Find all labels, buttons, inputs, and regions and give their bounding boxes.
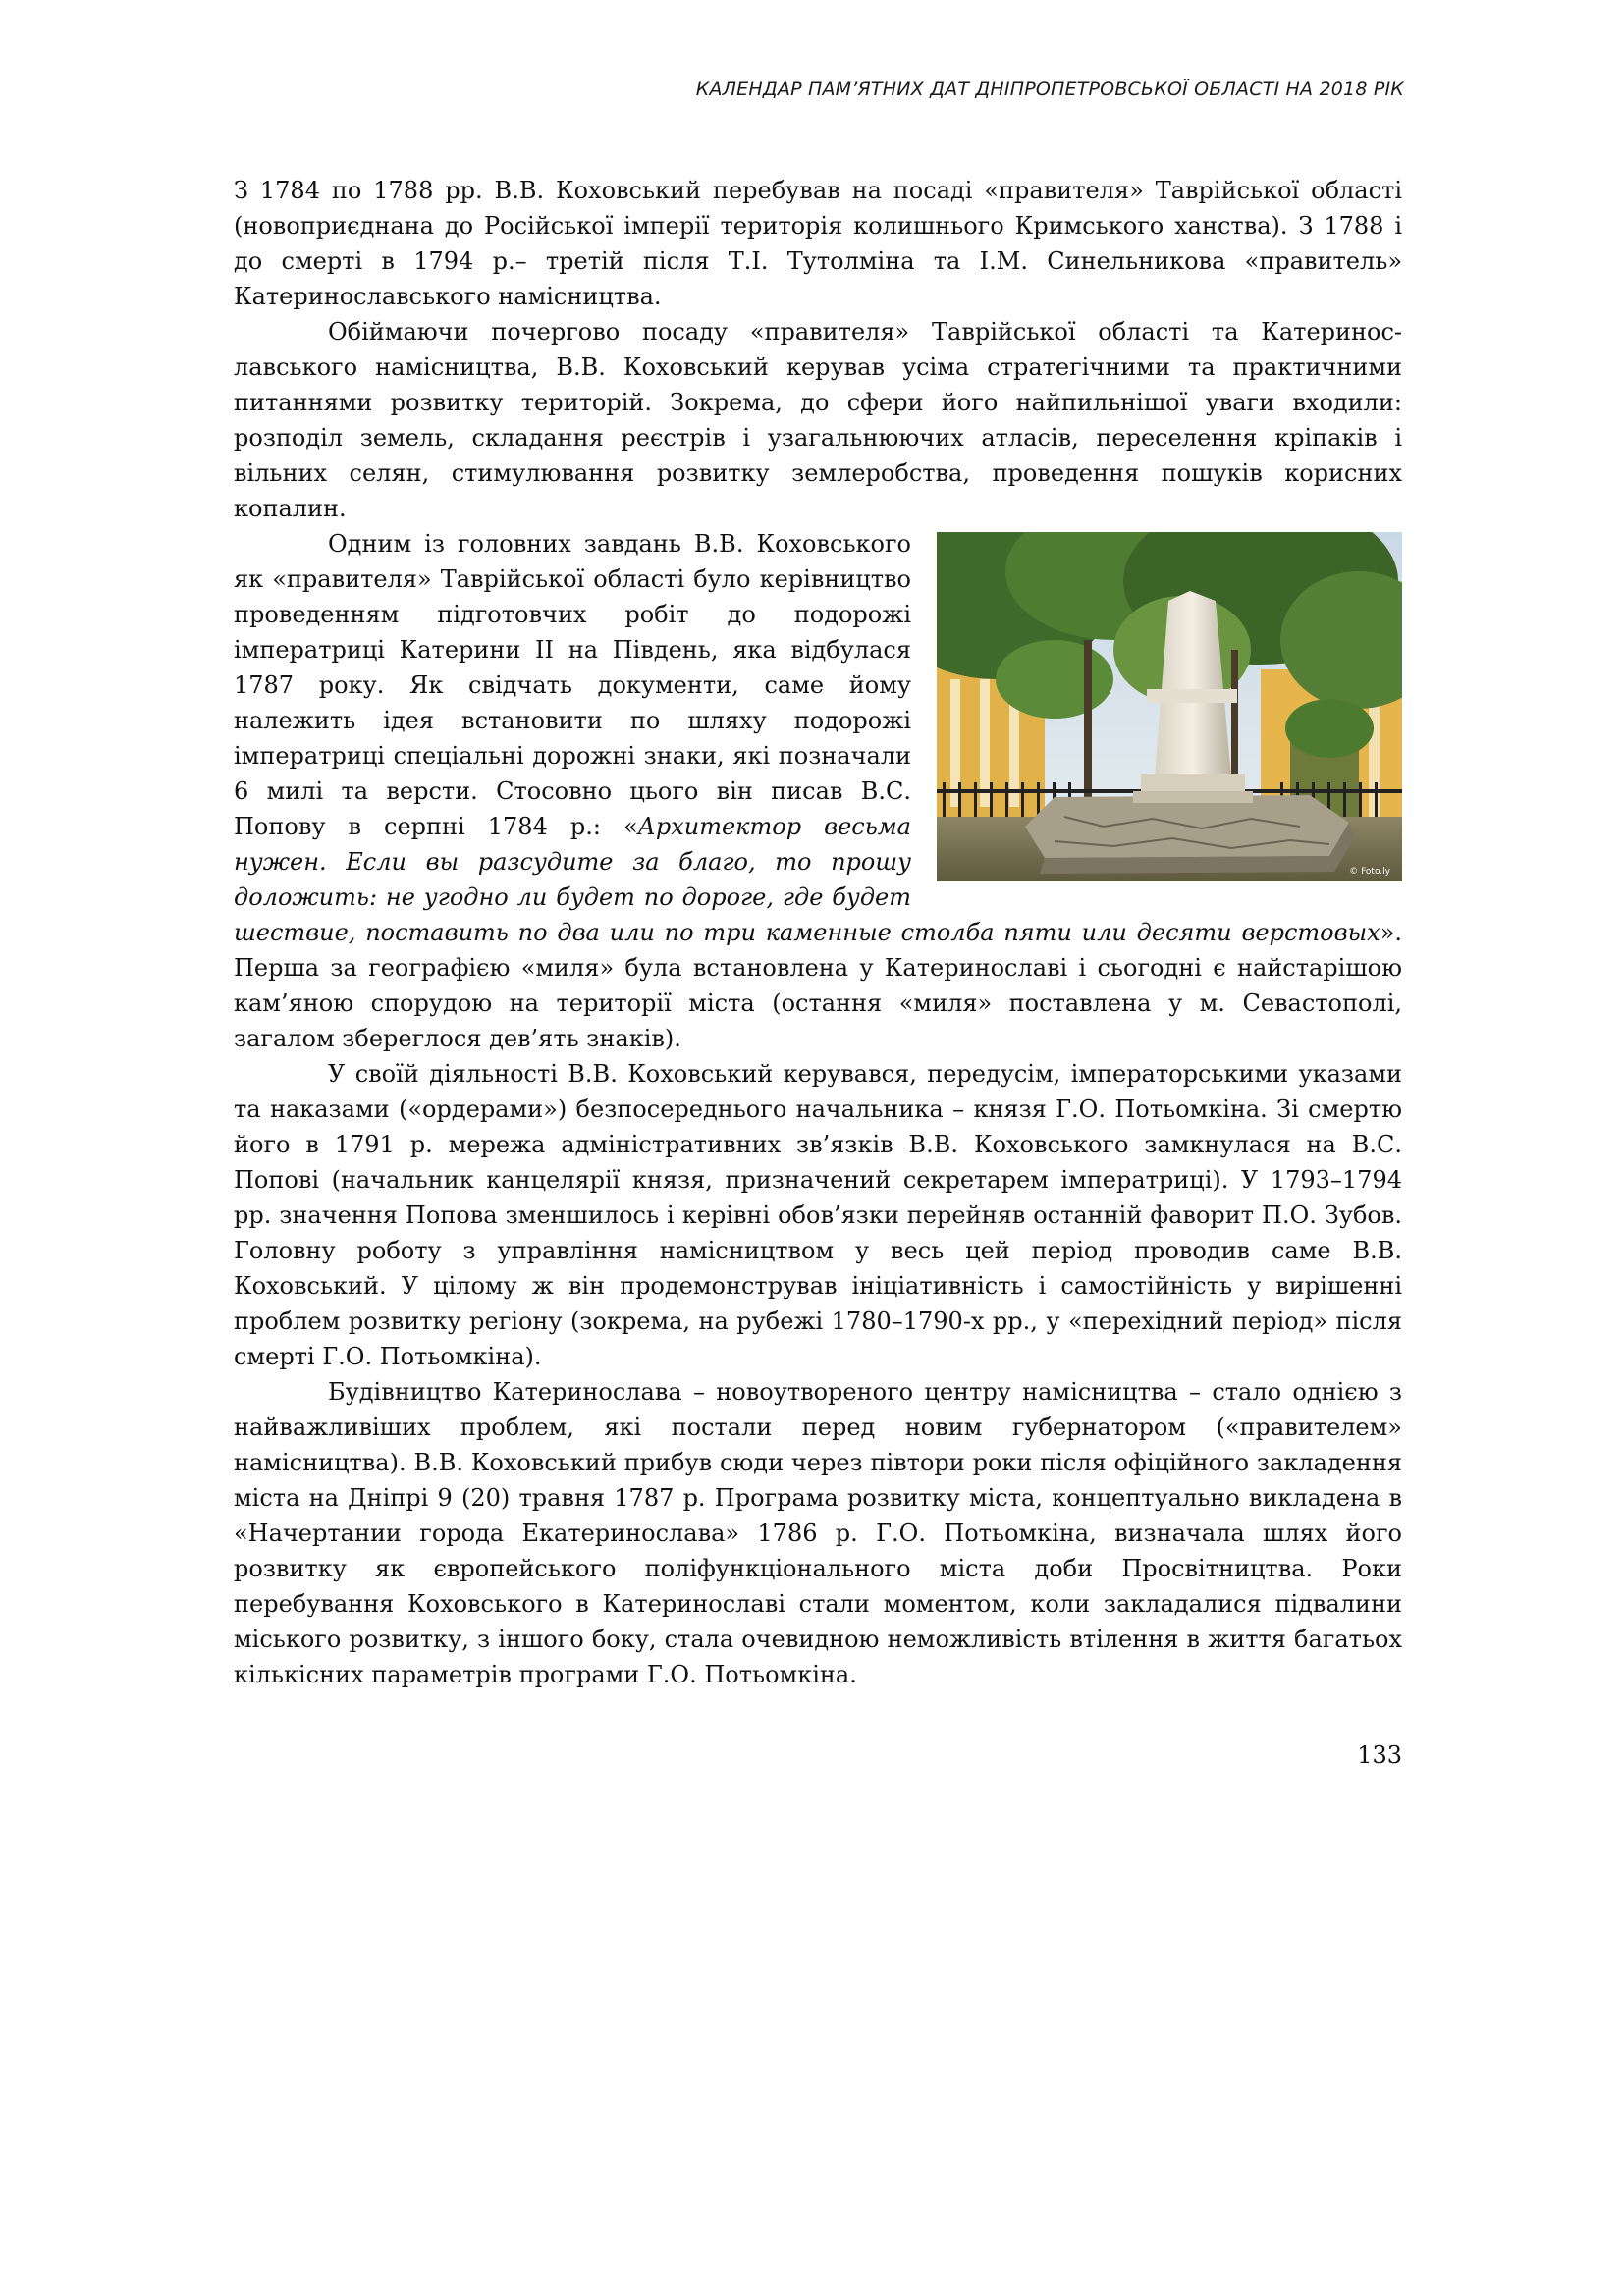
article-body bbox=[234, 173, 1402, 1692]
quote-architect: Архитектор весьма нужен. Если вы разсудите за благо, то прошу доложить: не угодно ли будет по дороге, где будет шествие, поставить по два или по три каменные столба пяти или десяти верстовых bbox=[234, 813, 1380, 946]
paragraph-1: З 1784 по 1788 рр. В.В. Коховський перебував на посаді «правителя» Таврійської області (новоприєднана до Російської імперії територія колишнього Кримського ханства). З 1788 і до смерті в 1794 р.– третій після Т.І. Тутолміна та І.М. Синельникова «правитель» Катеринославського намісництва. bbox=[234, 177, 1402, 310]
page-number: 133 bbox=[1357, 1741, 1402, 1769]
running-header: КАЛЕНДАР ПАМ’ЯТНИХ ДАТ ДНІПРОПЕТРОВСЬКОЇ ОБЛАСТІ НА 2018 РІК bbox=[695, 79, 1404, 100]
paragraph-3-text: Одним із головних завдань В.В. Коховського як «правителя» Таврійської області було керівництво проведенням підготовчих робіт до подорожі імператриці Катерини II на Південь, яка відбулася 1787 року. Як свідчать документи, саме йому належить ідея встановити по шляху подорожі імператриці спеціальні дорожні знаки, які позначали 6 милі та версти. Стосовно цього він писав В.С. Попову в серпні 1784 р.: « bbox=[234, 530, 911, 840]
paragraph-4: У своїй діяльності В.В. Коховський керувався, передусім, імператорськими указами та наказами («ордерами») безпосереднього начальника – князя Г.О. Потьомкіна. Зі смертю його в 1791 р. мережа адміністративних зв’язків В.В. Коховського замкнулася на В.С. Попові (начальник канцелярії князя, призначений секретарем імператриці). У 1793–1794 рр. значення Попова зменшилось і керівні обов’язки перейняв останній фаворит П.О. Зубов. Головну роботу з управління намісництвом у весь цей період проводив саме В.В. Коховський. У цілому ж він продемонстрував ініціативність і самостійність у вирішенні проблем розвитку регіону (зокрема, на рубежі 1780–1790-х рр., у «перехідний період» після смерті Г.О. Потьомкіна). bbox=[234, 1060, 1402, 1370]
milestone-obelisk-photo bbox=[937, 532, 1402, 881]
paragraph-3 bbox=[234, 526, 1402, 1056]
paragraph-2: Обіймаючи почергово посаду «правителя» Таврійської області та Катеринославського намісництва, В.В. Коховський керував усіма стратегічними та практичними питаннями розвитку територій. Зокрема, до сфери його найпильнішої уваги входили: розподіл земель, складання реєстрів і узагальнюючих атласів, переселення кріпаків і вільних селян, стимулювання розвитку землеробства, проведення пошуків корисних копалин. bbox=[234, 318, 1402, 522]
photo-watermark: © Foto.ly bbox=[1349, 867, 1390, 877]
paragraph-5: Будівництво Катеринослава – новоутвореного центру намісництва – стало однією з найважливіших проблем, які постали перед новим губернатором («правителем» намісництва). В.В. Коховський прибув сюди через півтори роки після офіційного закладення міста на Дніпрі 9 (20) травня 1787 р. Програма розвитку міста, концептуально викладена в «Начертании города Екатеринослава» 1786 р. Г.О. Потьомкіна, визначала шлях його розвитку як європейського поліфункціонального міста доби Просвітництва. Роки перебування Коховського в Катеринославі стали моментом, коли закладалися підвалини міського розвитку, з іншого боку, стала очевидною неможливість втілення в життя багатьох кількісних параметрів програми Г.О. Потьомкіна. bbox=[234, 1378, 1402, 1688]
paragraph-3-text-end: ». Перша за географією «миля» була встановлена у Катеринославі і сьогодні є найстарішою кам’яною спорудою на території міста (остання «миля» поставлена у м. Севастополі, загалом збереглося дев’ять знаків). bbox=[234, 919, 1402, 1052]
